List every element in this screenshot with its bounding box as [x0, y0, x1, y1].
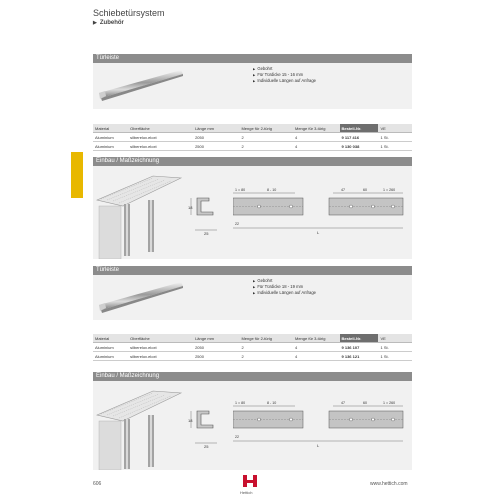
- feature-item: ▶ Gebohrt: [253, 66, 316, 72]
- table-cell: 1 St.: [378, 142, 412, 151]
- table-cell: 2050: [193, 133, 239, 142]
- table-cell: 4: [293, 142, 340, 151]
- product-panel-2: [93, 275, 412, 320]
- section-bar-drawing-2: Einbau / Maßzeichnung: [93, 372, 412, 381]
- order-number: 9 136 107: [340, 343, 379, 352]
- triangle-icon: ▶: [93, 20, 97, 26]
- strip-elevation-drawing: [233, 188, 409, 238]
- col-header: Menge für 3-türig: [293, 334, 340, 343]
- page-number: 606: [93, 481, 102, 487]
- page-title: Schiebetürsystem: [93, 8, 165, 18]
- col-header: Menge für 2-türig: [239, 334, 293, 343]
- spec-table-1: [93, 124, 412, 151]
- table-cell: 1 St.: [378, 133, 412, 142]
- hettich-logo-icon: [240, 474, 260, 490]
- col-header: Bestell-Nr.: [340, 124, 379, 133]
- col-header: Material: [93, 334, 128, 343]
- table-cell: Aluminium: [93, 343, 128, 352]
- installation-illustration: [93, 166, 183, 259]
- hettich-logo: [240, 474, 260, 490]
- table-cell: silberelox.eloxt: [128, 142, 193, 151]
- feature-item: ▶ Gebohrt: [253, 278, 316, 284]
- col-header: Oberfläche: [128, 124, 193, 133]
- table-cell: 2: [239, 142, 293, 151]
- col-header: Länge mm: [193, 124, 239, 133]
- feature-list: [253, 66, 316, 84]
- table-cell: silberelox.eloxt: [128, 352, 193, 361]
- dim-label: 18: [188, 418, 193, 423]
- dim-label: 8 - 10: [267, 188, 277, 192]
- table-cell: 4: [293, 343, 340, 352]
- dim-label: 47: [341, 188, 345, 192]
- table-cell: silberelox.eloxt: [128, 133, 193, 142]
- brand-name: Hettich: [240, 490, 253, 495]
- dim-label: 1 = 260: [383, 401, 396, 405]
- feature-item: ▶ Für Türdicke 15 - 16 mm: [253, 72, 316, 78]
- dim-label: 25: [204, 444, 209, 449]
- table-cell: 2: [239, 343, 293, 352]
- subtitle-text: Zubehör: [99, 20, 124, 26]
- order-number: 9 117 416: [340, 133, 379, 142]
- table-cell: 1 St.: [378, 343, 412, 352]
- door-strip-image: [93, 275, 203, 320]
- feature-list: [253, 278, 316, 296]
- table-row: [93, 133, 412, 142]
- col-header: Menge für 2-türig: [239, 124, 293, 133]
- table-row: [93, 142, 412, 151]
- col-header: VE: [378, 124, 412, 133]
- col-header: Länge mm: [193, 334, 239, 343]
- col-header: Menge für 3-türig: [293, 124, 340, 133]
- table-row: [93, 343, 412, 352]
- drawing-panel-2: [93, 381, 412, 470]
- strip-elevation-drawing: [233, 401, 409, 451]
- dim-label: 25: [204, 231, 209, 236]
- dim-label: 47: [341, 401, 345, 405]
- dim-label: L: [317, 230, 320, 235]
- section-bar-drawing-1: Einbau / Maßzeichnung: [93, 157, 412, 166]
- table-cell: 2: [239, 352, 293, 361]
- table-cell: 2: [239, 133, 293, 142]
- order-number: 9 130 038: [340, 142, 379, 151]
- feature-item: ▶ Für Türdicke 18 - 19 mm: [253, 284, 316, 290]
- table-cell: 4: [293, 133, 340, 142]
- col-header: Material: [93, 124, 128, 133]
- dim-label: 22: [235, 435, 239, 439]
- table-row: [93, 352, 412, 361]
- table-cell: Aluminium: [93, 133, 128, 142]
- profile-cross-section: [187, 401, 221, 451]
- col-header: Oberfläche: [128, 334, 193, 343]
- installation-illustration: [93, 381, 183, 470]
- dim-label: 1 = 260: [383, 188, 396, 192]
- col-header: VE: [378, 334, 412, 343]
- dim-label: L: [317, 443, 320, 448]
- dim-label: 60: [363, 401, 367, 405]
- dim-label: 60: [363, 188, 367, 192]
- product-panel-1: [93, 63, 412, 109]
- order-number: 9 136 121: [340, 352, 379, 361]
- dim-label: 22: [235, 222, 239, 226]
- drawing-panel-1: [93, 166, 412, 259]
- table-cell: 2050: [193, 343, 239, 352]
- feature-item: ▶ Individuelle Längen auf Anfrage: [253, 78, 316, 84]
- feature-item: ▶ Individuelle Längen auf Anfrage: [253, 290, 316, 296]
- chapter-tab-marker: [71, 152, 83, 198]
- table-cell: 1 St.: [378, 352, 412, 361]
- spec-table-2: [93, 334, 412, 361]
- table-header-row: [93, 124, 412, 133]
- col-header: Bestell-Nr.: [340, 334, 379, 343]
- page-subtitle: [93, 20, 124, 26]
- dim-label: 1 = 80: [235, 401, 246, 405]
- profile-cross-section: [187, 188, 221, 238]
- dim-label: 18: [188, 205, 193, 210]
- section-bar-door-strip-2: Türleiste: [93, 266, 412, 275]
- dim-label: 1 = 80: [235, 188, 246, 192]
- table-cell: 4: [293, 352, 340, 361]
- website-url: www.hettich.com: [370, 481, 408, 487]
- table-cell: 2500: [193, 352, 239, 361]
- door-strip-image: [93, 63, 203, 109]
- dim-label: 8 - 10: [267, 401, 277, 405]
- table-header-row: [93, 334, 412, 343]
- table-cell: 2500: [193, 142, 239, 151]
- section-bar-door-strip-1: Türleiste: [93, 54, 412, 63]
- table-cell: silberelox.eloxt: [128, 343, 193, 352]
- table-cell: Aluminium: [93, 352, 128, 361]
- table-cell: Aluminium: [93, 142, 128, 151]
